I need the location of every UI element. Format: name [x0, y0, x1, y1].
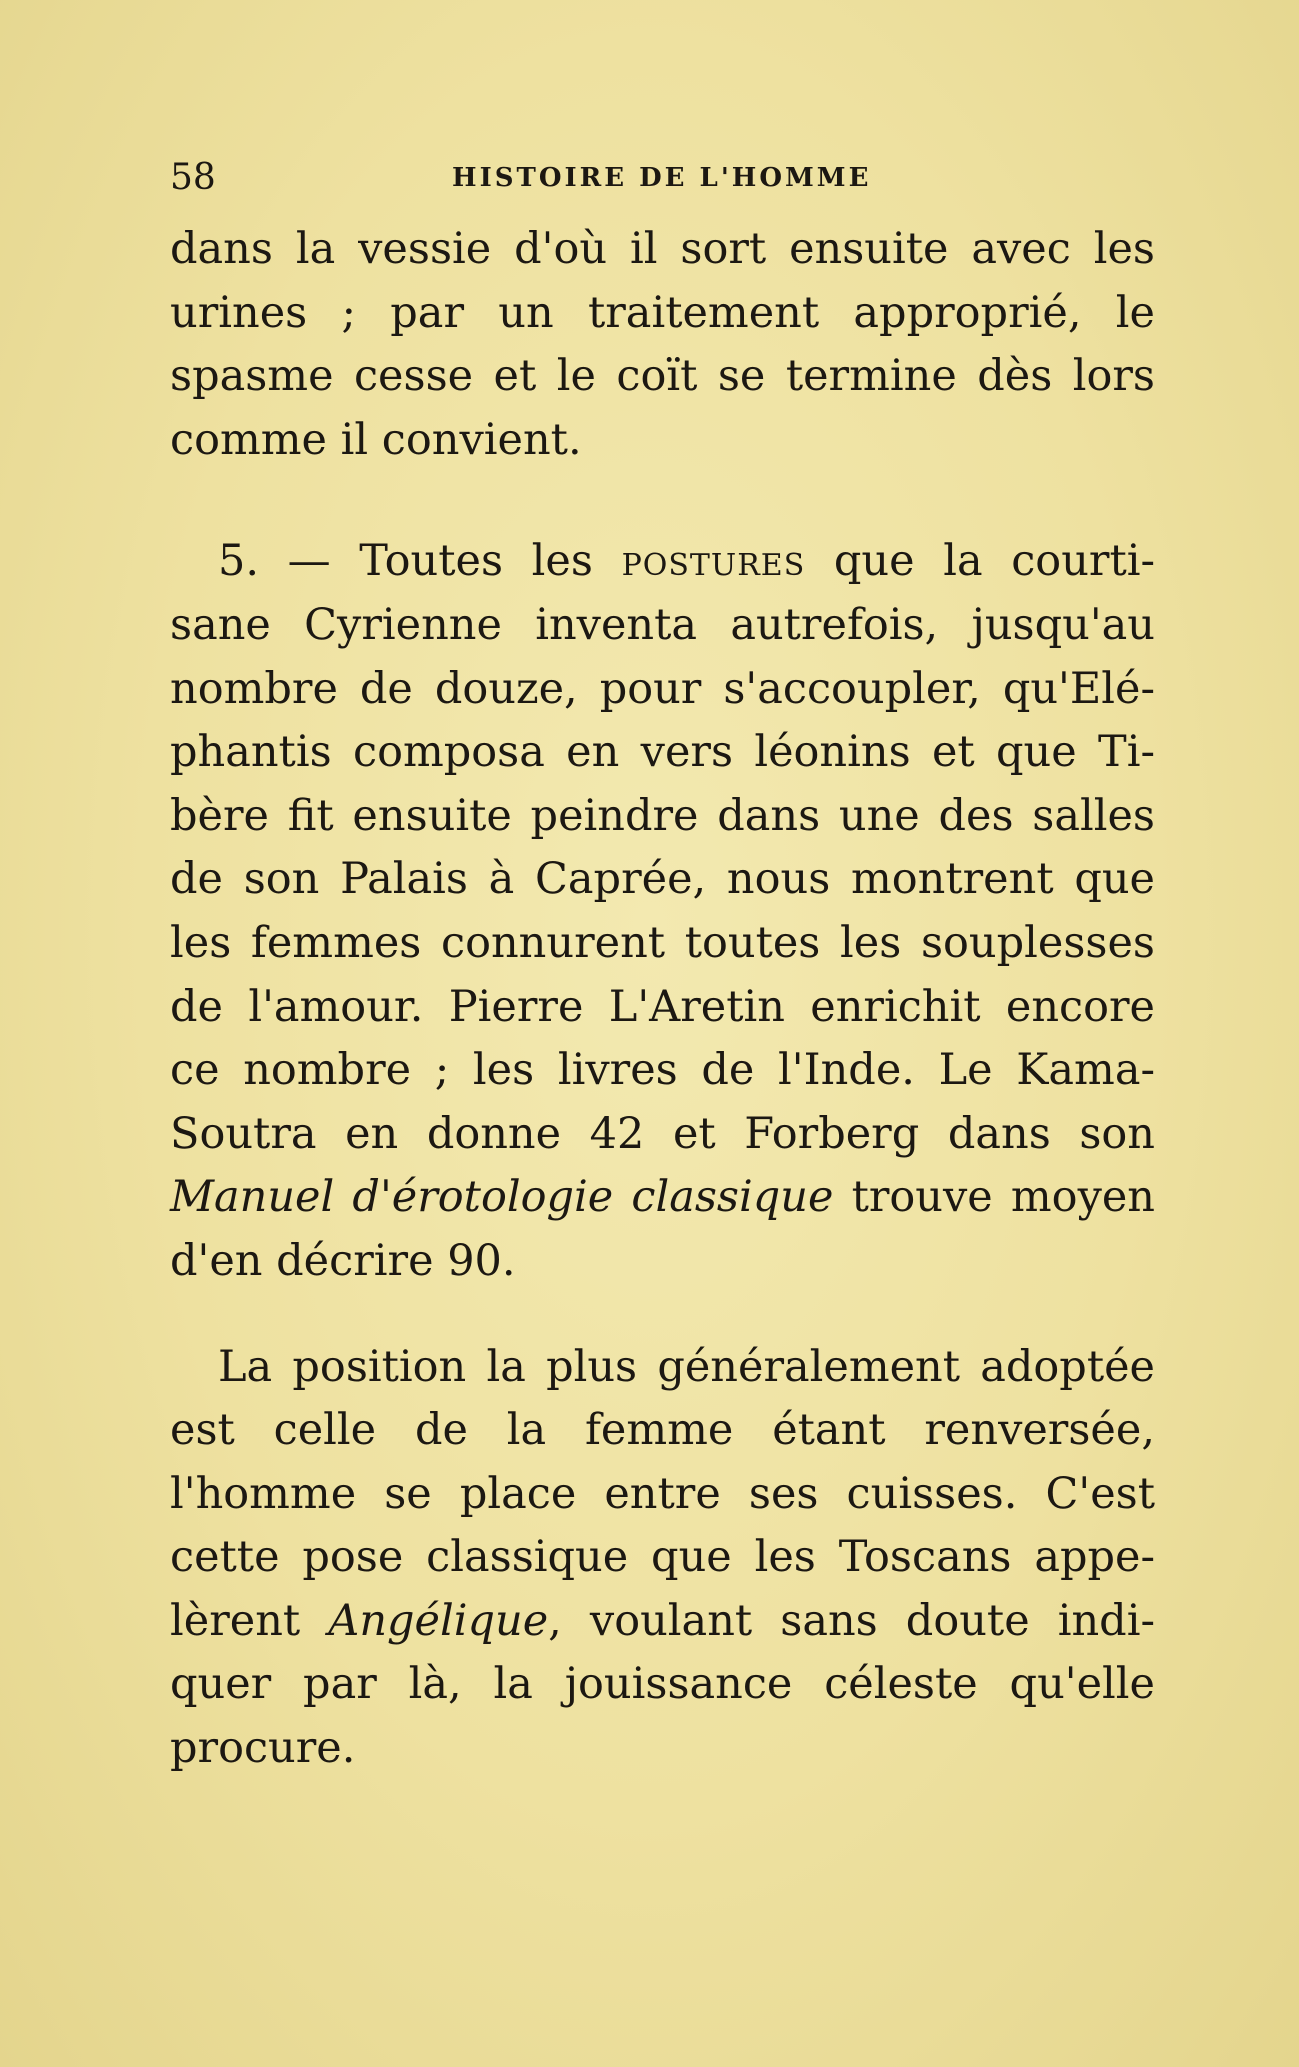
running-title: HISTOIRE DE L'HOMME: [452, 163, 872, 193]
text-line: quer par là, la jouissance céleste qu'elle: [170, 1659, 1155, 1710]
text-run: , voulant sans doute indi-: [548, 1595, 1155, 1646]
text-run: 5. — Toutes les: [218, 536, 622, 587]
text-line: les femmes connurent toutes les souplesses: [170, 917, 1155, 968]
page-number: 58: [170, 157, 216, 198]
text-line: spasme cesse et le coït se termine dès lors: [170, 351, 1155, 402]
text-line: bère fit ensuite peindre dans une des salles: [170, 790, 1155, 841]
text-line: de l'amour. Pierre L'Aretin enrichit encore: [170, 981, 1155, 1032]
text-line: Soutra en donne 42 et Forberg dans son: [170, 1108, 1155, 1159]
text-line: l'homme se place entre ses cuisses. C'est: [170, 1468, 1155, 1519]
text-line: est celle de la femme étant renversée,: [170, 1405, 1155, 1456]
text-line: [170, 1590, 1155, 1654]
italic-title: Manuel d'érotologie classique: [170, 1172, 834, 1223]
text-line: [170, 1166, 1155, 1230]
text-line: de son Palais à Caprée, nous montrent que: [170, 854, 1155, 905]
paragraph-1: [170, 218, 1155, 472]
text-line: procure.: [170, 1723, 356, 1774]
text-line: dans la vessie d'où il sort ensuite avec les: [170, 224, 1155, 274]
text-line: urines ; par un traitement approprié, le: [170, 287, 1155, 338]
text-line: sane Cyrienne inventa autrefois, jusqu'au: [170, 599, 1155, 650]
text-line: d'en décrire 90.: [170, 1235, 516, 1286]
text-line: La position la plus généralement adoptée: [218, 1341, 1155, 1392]
small-caps-term: postures: [621, 536, 806, 587]
body-text: [170, 218, 1155, 1781]
text-run: lèrent: [170, 1595, 329, 1646]
italic-term: Angélique: [328, 1595, 549, 1646]
text-line: [170, 530, 1155, 594]
paragraph-2: [170, 530, 1155, 1293]
text-line: phantis composa en vers léonins et que Ti-: [170, 727, 1155, 778]
paragraph-3: [170, 1336, 1155, 1781]
text-line: ce nombre ; les livres de l'Inde. Le Kama-: [170, 1045, 1155, 1096]
page-header: [170, 148, 890, 208]
text-line: cette pose classique que les Toscans appe-: [170, 1532, 1155, 1583]
text-line: nombre de douze, pour s'accoupler, qu'Elé-: [170, 663, 1155, 714]
text-run: trouve moyen: [833, 1172, 1156, 1223]
text-run: que la courti-: [805, 536, 1156, 587]
text-line: comme il convient.: [170, 414, 582, 465]
